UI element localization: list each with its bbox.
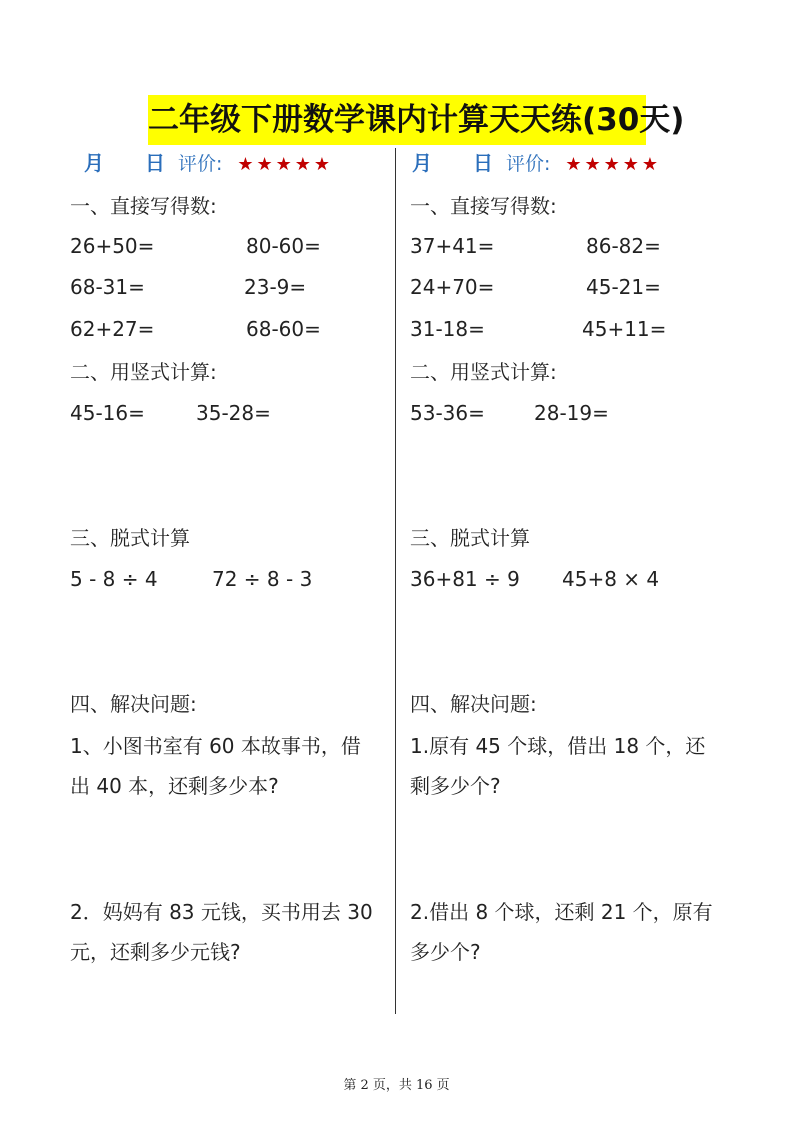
- equation: 26+50=: [70, 234, 155, 258]
- equation: 23-9=: [244, 275, 307, 299]
- expression: 45+8 × 4: [562, 567, 660, 591]
- date-rating-row: [70, 150, 333, 178]
- equation: 37+41=: [410, 234, 495, 258]
- rating-stars: ★★★★★: [565, 154, 661, 175]
- equation: 45-16=: [70, 401, 145, 425]
- page-title: 二年级下册数学课内计算天天练(30天): [148, 95, 646, 145]
- column-divider: [395, 148, 396, 1014]
- equation: 45-21=: [586, 275, 661, 299]
- section-direct-answers-title: 一、直接写得数:: [410, 194, 557, 218]
- equation: 62+27=: [70, 317, 155, 341]
- rating-label: 评价:: [177, 153, 223, 175]
- month-label: 月: [412, 151, 432, 175]
- section-vertical-calc-title: 二、用竖式计算:: [410, 360, 557, 384]
- left-column: [70, 0, 390, 1122]
- section-step-calc-title: 三、脱式计算: [410, 526, 530, 550]
- word-problem-2: 2.借出 8 个球，还剩 21 个，原有多少个?: [410, 900, 713, 964]
- page-footer: 第 2 页，共 16 页: [343, 1078, 450, 1093]
- equation: 45+11=: [582, 317, 667, 341]
- equation: 31-18=: [410, 317, 485, 341]
- equation: 35-28=: [196, 401, 271, 425]
- equation: 68-31=: [70, 275, 145, 299]
- equation: 68-60=: [246, 317, 321, 341]
- right-column: [410, 0, 730, 1122]
- word-problem-2: 2．妈妈有 83 元钱，买书用去 30 元，还剩多少元钱?: [70, 900, 373, 964]
- day-label: 日: [472, 151, 493, 175]
- section-word-problems-title: 四、解决问题:: [410, 692, 537, 716]
- rating-label: 评价:: [505, 153, 551, 175]
- expression: 5 - 8 ÷ 4: [70, 567, 158, 591]
- expression: 72 ÷ 8 - 3: [212, 567, 313, 591]
- equation: 86-82=: [586, 234, 661, 258]
- rating-stars: ★★★★★: [237, 154, 333, 175]
- section-step-calc-title: 三、脱式计算: [70, 526, 190, 550]
- equation: 28-19=: [534, 401, 609, 425]
- section-direct-answers-title: 一、直接写得数:: [70, 194, 217, 218]
- word-problem-1: 1.原有 45 个球，借出 18 个，还剩多少个?: [410, 734, 706, 798]
- section-vertical-calc-title: 二、用竖式计算:: [70, 360, 217, 384]
- month-label: 月: [84, 151, 104, 175]
- section-word-problems-title: 四、解决问题:: [70, 692, 197, 716]
- day-label: 日: [144, 151, 165, 175]
- date-rating-row: [410, 150, 661, 178]
- word-problem-1: 1、小图书室有 60 本故事书，借出 40 本，还剩多少本?: [70, 734, 361, 798]
- expression: 36+81 ÷ 9: [410, 567, 520, 591]
- equation: 24+70=: [410, 275, 495, 299]
- equation: 80-60=: [246, 234, 321, 258]
- equation: 53-36=: [410, 401, 485, 425]
